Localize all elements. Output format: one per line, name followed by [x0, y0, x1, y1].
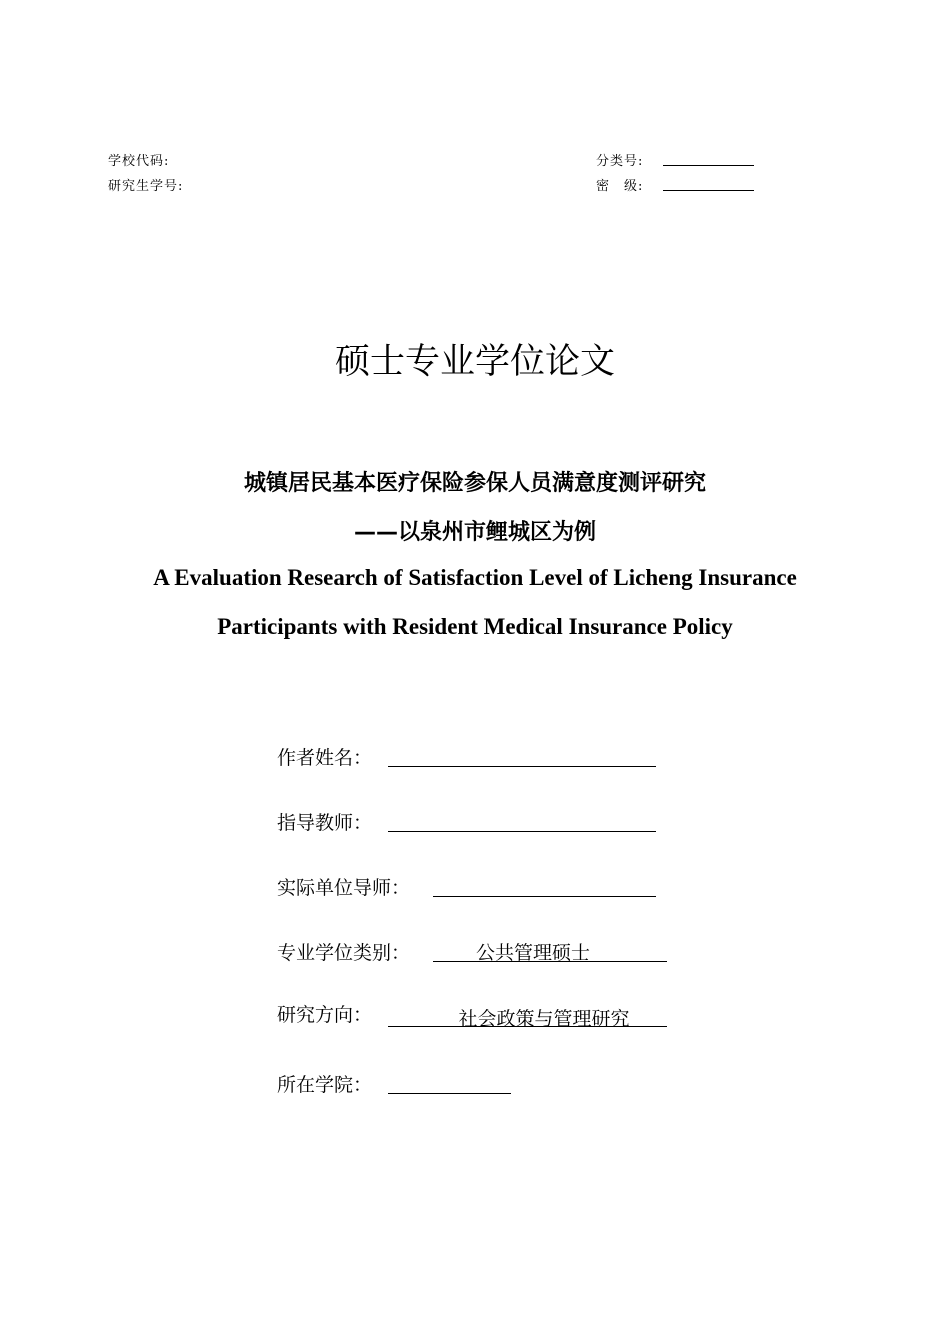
- practical-supervisor-label: 实际单位导师：: [277, 877, 411, 899]
- research-direction-underline[interactable]: [388, 1026, 667, 1027]
- research-direction-value: 社会政策与管理研究: [458, 1008, 630, 1030]
- student-id-label: 研究生学号:: [108, 179, 184, 194]
- supervisor-underline[interactable]: [388, 831, 656, 832]
- secrecy-label: 密 级:: [596, 179, 644, 194]
- secrecy-underline[interactable]: [663, 190, 754, 191]
- classification-underline[interactable]: [663, 165, 754, 166]
- practical-supervisor-underline[interactable]: [433, 896, 656, 897]
- thesis-title-chinese: 城镇居民基本医疗保险参保人员满意度测评研究: [243, 471, 706, 496]
- thesis-subtitle-chinese: ——以泉州市鲤城区为例: [353, 520, 596, 545]
- school-code-label: 学校代码:: [108, 154, 170, 169]
- document-type-title: 硕士专业学位论文: [334, 342, 615, 382]
- college-underline[interactable]: [388, 1093, 511, 1094]
- thesis-title-english-line1: A Evaluation Research of Satisfaction Level of Licheng Insurance: [153, 565, 797, 590]
- degree-category-value: 公共管理硕士: [475, 942, 590, 964]
- degree-category-underline[interactable]: [433, 961, 667, 962]
- author-name-label: 作者姓名：: [277, 747, 373, 769]
- author-name-underline[interactable]: [388, 766, 656, 767]
- degree-category-label: 专业学位类别：: [277, 942, 411, 964]
- research-direction-label: 研究方向：: [277, 1004, 373, 1026]
- thesis-title-english-line2: Participants with Resident Medical Insurance Policy: [217, 614, 733, 639]
- college-label: 所在学院：: [277, 1074, 373, 1096]
- supervisor-label: 指导教师：: [277, 812, 373, 834]
- classification-label: 分类号:: [596, 154, 644, 169]
